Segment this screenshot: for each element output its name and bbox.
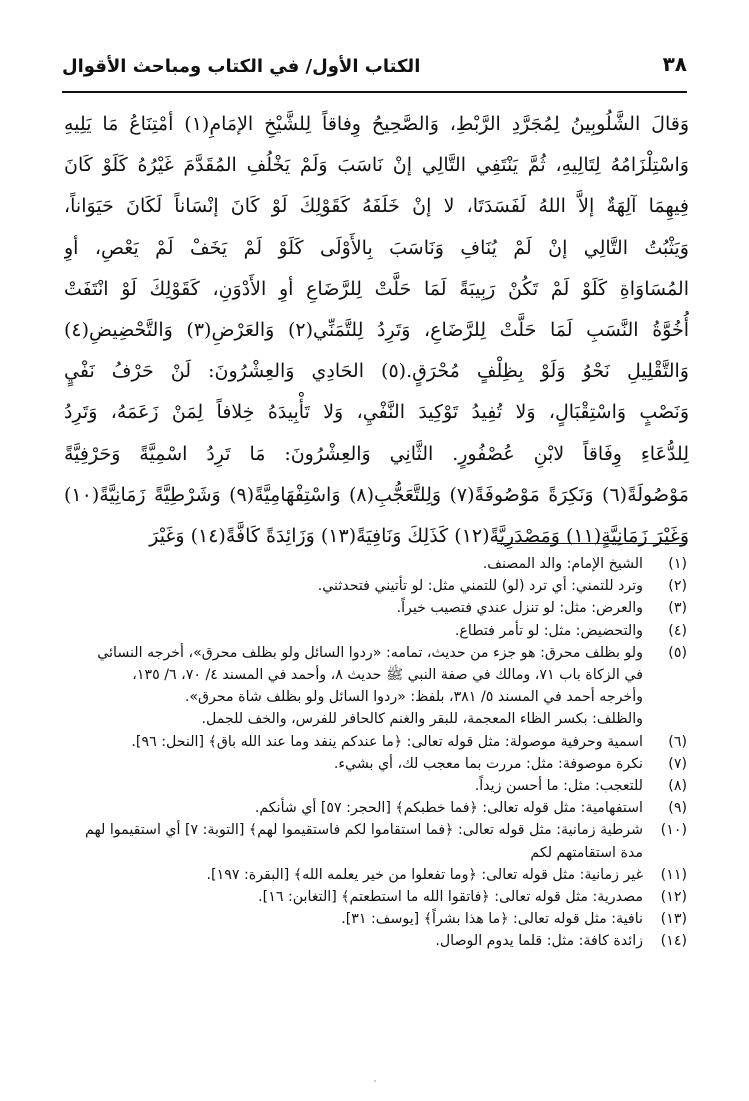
footnote-number: (١٠) [660, 822, 687, 839]
footnote-number: (٦) [668, 733, 687, 750]
main-text-line: أُخُوَّةُ النَّسَبِ لَمَا حَلَّتْ لِلرَّضَاعِ، وَتَرِدُ لِلتَّمَنِّي(٢) وَالعَرْضِ(٣) وَالتَّحْضِيضِ(٤) [64, 318, 689, 341]
footnote [62, 575, 687, 597]
main-text-line: وَنَصْبٍ وَاسْتِقْبَالٍ، وَلا تُفِيدُ تَوْكِيدَ النَّفْيِ، وَلا تَأْبِيدَهُ خِلافاً لِمَنْ زَعَمَهُ، وَتَرِدُ [64, 401, 689, 424]
main-text [64, 104, 689, 557]
footnote [62, 864, 687, 886]
page-number: ٣٨ [662, 52, 687, 76]
footnote-text: والعرض: مثل: لو تنزل عندي فتصيب خيراً. [396, 600, 643, 617]
footnote-number: (٧) [668, 755, 687, 772]
print-speck [374, 1080, 376, 1082]
footnote-number: (٢) [668, 578, 687, 595]
footnote-text: مصدرية: مثل قوله تعالى: ﴿فاتقوا الله ما استطعتم﴾ [التغابن: ١٦]. [258, 889, 643, 906]
footnote-number: (١٤) [660, 933, 687, 950]
footnote-text: مدة استقامتهم لكم [530, 844, 643, 861]
main-text-line: لِلدُّعَاءِ وِفَاقاً لابْنِ عُصْفُورٍ. الثَّانِي وَالعِشْرُونَ: مَا تَرِدُ اسْمِيَّةً وَحَرْفِيَّةً [64, 442, 689, 465]
footnote-text: والظلف: بكسر الظاء المعجمة، للبقر والغنم كالحافر للفرس، والخف للجمل. [201, 711, 643, 728]
footnote [62, 797, 687, 819]
main-text-line: وَقالَ الشَّلُوبِينُ لِمُجَرَّدِ الرَّبْطِ، وَالصَّحِيحُ وِفاقاً لِلشَّيْخِ الإمَامِ(١) أمْتِنَاعُ مَا يَلِيهِ [64, 113, 689, 135]
footnote-number: (١٣) [660, 911, 687, 928]
footnote-text: زائدة كافة: مثل: قلما يدوم الوصال. [435, 933, 643, 950]
page-header [62, 50, 687, 90]
header-rule [62, 91, 687, 93]
footnote-number: (٨) [668, 778, 687, 795]
running-title: الكتاب الأول/ في الكتاب ومباحث الأقوال [62, 56, 421, 77]
footnote [62, 908, 687, 930]
main-text-line: المُسَاوَاةِ كَلَوْ لَمْ تَكُنْ رَبِيبَةً لَمَا حَلَّتْ لِلرَّضَاعِ أوِ الأَدْوَنِ، كَقَوْلِكَ لَوْ انْتَفَتْ [64, 277, 689, 300]
main-text-line: وَغَيْرَ زَمَانِيَّةٍ(١١) وَمَصْدَرِيَّةً(١٢) كَذَلِكَ وَنَافِيَةً(١٣) وَزَائِدَةً كَافَّةً(١٤) وَغَيْرَ [149, 524, 689, 547]
main-text-line: مَوْصُولَةً(٦) وَنَكِرَةً مَوْصُوفَةً(٧) وَلِلتَّعَجُّبِ(٨) وَاسْتِفْهَامِيَّةً(٩) وَشَرْطِيَّةً زَمَانِيَّةً(١٠) [64, 483, 689, 506]
main-text-line: فِيهِمَا آلِهَةٌ إلاَّ اللهُ لَفَسَدَتَا، لا إنْ خَلَفَهُ كَقَوْلِكَ لَوْ كَانَ إنْسَاناً لَكَانَ حَيَوَاناً، [64, 195, 689, 218]
footnote-text: نافية: مثل قوله تعالى: ﴿ما هذا بشراً﴾ [يوسف: ٣١]. [341, 911, 643, 928]
footnote-text: في الزكاة باب ٧١، ومالك في صفة النبي ﷺ حديث ٨، وأحمد في المسند ٤/ ٧٠، ٦/ ١٣٥، [132, 667, 643, 684]
footnote-text: شرطية زمانية: مثل قوله تعالى: ﴿فما استقاموا لكم فاستقيموا لهم﴾ [التوبة: ٧] أي استقيموا لهم [85, 822, 643, 839]
footnote [62, 819, 687, 863]
footnote [62, 753, 687, 775]
footnote-number: (٩) [668, 800, 687, 817]
main-text-line: وَاسْتِلْزَامُهُ لِتَالِيهِ، ثُمَّ يَنْتَفِي التَّالِي إنْ نَاسَبَ وَلَمْ يَخْلُفِ المُقَدَّمَ غَيْرُهُ كَلَوْ كَانَ [64, 154, 689, 177]
footnote-text: ولو بظلف محرق: هو جزء من حديث، تمامه: «ردوا السائل ولو بظلف محرق»، أخرجه النسائي [97, 644, 643, 661]
footnote-separator [497, 543, 687, 544]
footnote-text: وأخرجه أحمد في المسند ٥/ ٣٨١، بلفظ: «ردوا السائل ولو بظلف شاة محرق». [184, 689, 643, 706]
footnote-number: (٣) [668, 600, 687, 617]
footnote [62, 886, 687, 908]
main-text-line: وَيَثْبُتُ التَّالِي إنْ لَمْ يُنَافِ وَنَاسَبَ بِالأَوْلَى كَلَوْ لَمْ يَخَفْ لَمْ يَعْصِ، أوِ [64, 236, 689, 259]
footnote-text: وترد للتمني: أي ترد (لو) للتمني مثل: لو تأتيني فتحدثني. [317, 578, 643, 595]
footnote [62, 930, 687, 952]
footnote-text: استفهامية: مثل قوله تعالى: ﴿فما خطبكم﴾ [الحجر: ٥٧] أي شأنكم. [254, 800, 643, 817]
footnote-text: والتحضيض: مثل: لو تأمر فتطاع. [454, 622, 643, 639]
footnote-text: غير زمانية: مثل قوله تعالى: ﴿وما تفعلوا من خير يعلمه الله﴾ [البقرة: ١٩٧]. [206, 866, 643, 883]
footnote-text: للتعجب: مثل: ما أحسن زيداً. [474, 778, 643, 795]
footnote-text: الشيخ الإمام: والد المصنف. [482, 556, 643, 572]
footnote-number: (١٢) [660, 889, 687, 906]
footnote [62, 775, 687, 797]
footnote-text: اسمية وحرفية موصولة: مثل قوله تعالى: ﴿ما عندكم ينفد وما عند الله باق﴾ [النحل: ٩٦]. [131, 733, 643, 750]
footnote [62, 642, 687, 731]
footnote-number: (١١) [660, 866, 687, 883]
footnote [62, 597, 687, 619]
footnote [62, 553, 687, 575]
footnote [62, 620, 687, 642]
footnotes [62, 553, 687, 953]
footnote-number: (٥) [668, 644, 687, 661]
footnote [62, 731, 687, 753]
main-text-line: وَالتَّقْلِيلِ نَحْوُ وَلَوْ بِظِلْفٍ مُحْرَقٍ.(٥) الحَادِي وَالعِشْرُونَ: لَنْ حَرْفُ نَفْيٍ [64, 360, 689, 383]
footnote-text: نكرة موصوفة: مثل: مررت بما معجب لك، أي بشيء. [333, 755, 643, 772]
footnote-number: (٤) [668, 622, 687, 639]
footnote-number: (١) [668, 556, 687, 572]
